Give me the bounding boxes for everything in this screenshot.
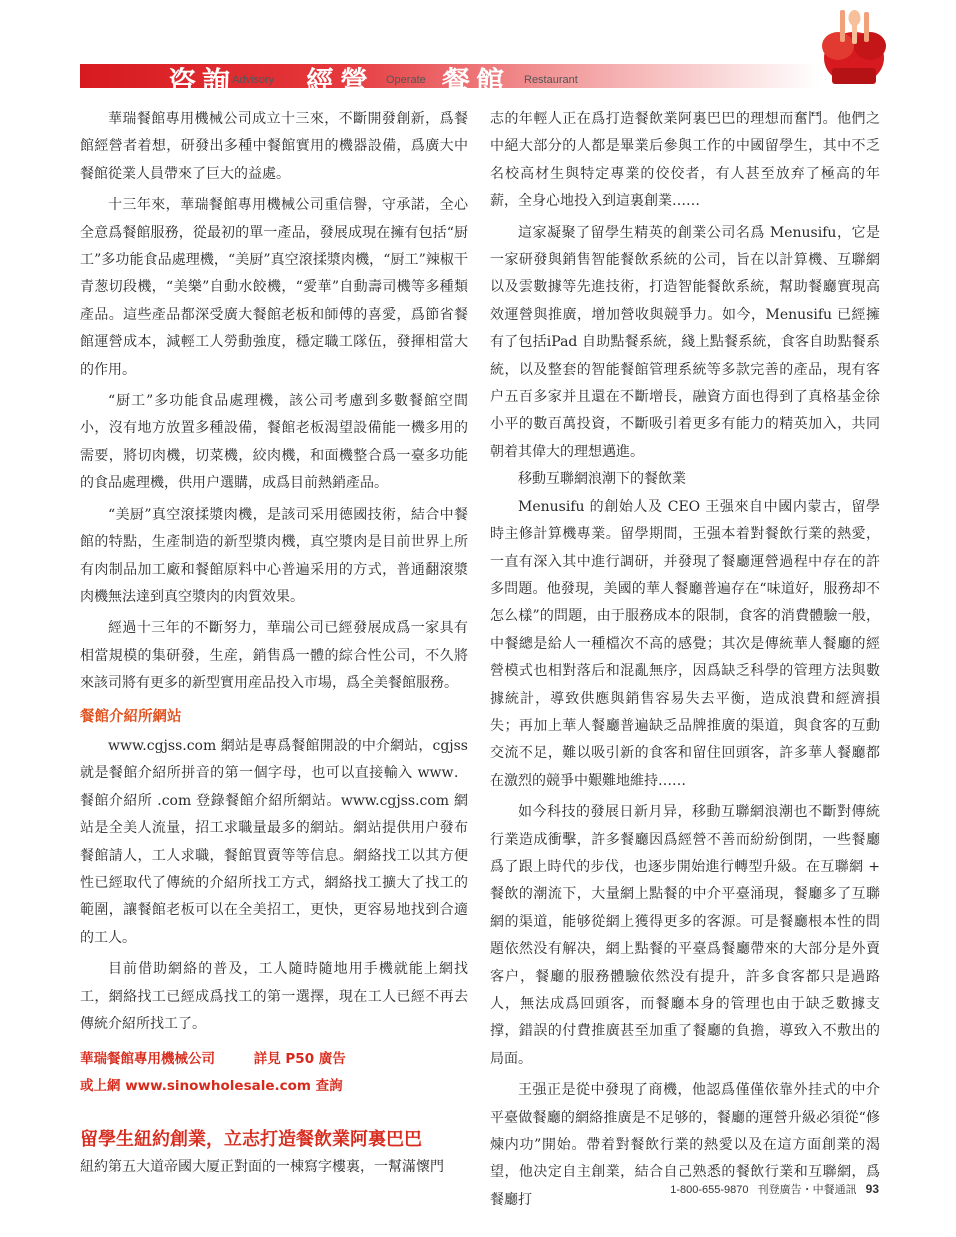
paragraph: 十三年來，華瑞餐館專用機械公司重信譽，守承諾，全心全意爲餐館服務，從最初的單一產品，發展成現在擁有包括“厨工”多功能食品處理機，“美厨”真空滾揉漿肉機，“厨工”辣椒干青葱切段機，“美樂”自動水餃機，“愛華”自動壽司機等多種類產品。這些產品都深受廣大餐館老板和師傅的喜愛，爲節省餐館運營成本，減輕工人勞動強度，穩定職工隊伍，發揮相當大的作用。 (80, 197, 468, 378)
paragraph: “美厨”真空滾揉漿肉機，是該司采用德國技術，結合中餐館的特點，生產制造的新型漿肉機，真空漿肉是目前世界上所有肉制品加工廠和餐館原料中心普遍采用的方式，普通翻滾漿肉機無法達到真空漿肉的肉質效果。 (80, 506, 468, 605)
ad-page-reference: 詳見 P50 廣告 (253, 1051, 346, 1068)
header-zh-advisory: 咨詢 (168, 65, 237, 98)
advertiser-name: 華瑞餐館專用機械公司 (80, 1051, 215, 1068)
section-subheading: 餐館介紹所網站 (80, 708, 182, 725)
page-footer (670, 1181, 879, 1197)
section-subheading: 移動互聯網浪潮下的餐飲業 (518, 471, 686, 488)
paragraph: 這家凝聚了留學生精英的創業公司名爲 Menusifu，它是一家研發與銷售智能餐飲系統的公司，旨在以計算機、互聯網以及雲數據等先進技術，打造智能餐飲系統，幫助餐廳實現高效運營與推廣，增加營收與競爭力。如今，Menusifu 已經擁有了包括iPad 自助點餐系統，綫上點餐系統，食客自助點餐系統，以及整套的智能餐館管理系統等多款完善的產品，現有客户五百多家并且還在不斷增長，融資方面也得到了真格基金徐小平的數百萬投資，不斷吸引着更多有能力的精英加入，共同朝着其偉大的理想邁進。 (490, 224, 880, 460)
paragraph: 經過十三年的不斷努力，華瑞公司已經發展成爲一家具有相當規模的集研發，生産，銷售爲一體的綜合性公司，不久將來該司將有更多的新型實用産品投入市場，爲全美餐館服務。 (80, 620, 468, 692)
advertiser-note (80, 1046, 468, 1100)
paragraph: 華瑞餐館專用機械公司成立十三來，不斷開發創新，爲餐館經營者着想，研發出多種中餐館實用的機器設備，爲廣大中餐館從業人員帶來了巨大的益處。 (80, 111, 468, 182)
left-column (80, 106, 468, 1182)
header-zh-operate: 經營 (306, 65, 375, 98)
paragraph: 紐約第五大道帝國大厦正對面的一棟寫字樓裏，一幫滿懷門 (80, 1159, 444, 1176)
footer-label: 刊登廣告・中餐通訊 (757, 1184, 857, 1196)
header-zh-restaurant: 餐館 (442, 65, 511, 98)
paragraph: 王强正是從中發現了商機，他認爲僅僅依靠外挂式的中介平臺做餐廳的網絡推廣是不足够的，餐廳的運營升級必須從“修煉内功”開始。帶着對餐飲行業的熱愛以及在這方面創業的渴望，他决定自主創業，結合自己熟悉的餐飲行業和互聯網，爲餐廳打 (490, 1082, 880, 1208)
paragraph: www.cgjss.com 網站是專爲餐館開設的中介網站，cgjss就是餐館介紹所拼音的第一個字母，也可以直接輸入 www．餐館介紹所 .com 登錄餐館介紹所網站。www.cgjss.com 網站是全美人流量，招工求職量最多的網站。網站提供用户發布餐館請人，工人求職，餐館買賣等等信息。網絡找工以其方便性已經取代了傳統的介紹所找工方式，網絡找工擴大了找工的範圍，讓餐館老板可以在全美招工，更快，更容易地找到合適的工人。 (80, 737, 468, 946)
paragraph: “厨工”多功能食品處理機，該公司考慮到多數餐館空間小，沒有地方放置多種設備，餐館老板渴望設備能一機多用的需要，將切肉機，切菜機，絞肉機，和面機整合爲一臺多功能的食品處理機，供用户選購，成爲目前熱銷產品。 (80, 393, 468, 492)
section-header (80, 62, 892, 98)
paragraph: 如今科技的發展日新月异，移動互聯網浪潮也不斷對傳統行業造成衝擊，許多餐廳因爲經營不善而紛紛倒閉，一些餐廳爲了跟上時代的步伐，也逐步開始進行轉型升級。在互聯網 + 餐飲的潮流下，大量網上點餐的中介平臺涌現，餐廳多了互聯網的渠道，能够從網上獲得更多的客源。可是餐廳根本性的問題依然没有解决，網上點餐的平臺爲餐廳帶來的大部分是外賣客户，餐廳的服務體驗依然没有提升，許多食客都只是過路人，無法成爲回頭客，而餐廳本身的管理也由于缺乏數據支撑，錯誤的付費推廣甚至加重了餐廳的負擔，導致入不敷出的局面。 (490, 804, 880, 1067)
page-number: 93 (865, 1182, 879, 1196)
footer-phone: 1-800-655-9870 (670, 1184, 749, 1196)
header-en-restaurant: Restaurant (524, 74, 578, 86)
header-en-advisory: Advisory (232, 74, 275, 86)
paragraph: 目前借助網絡的普及，工人隨時隨地用手機就能上網找工，網絡找工已經成爲找工的第一選擇，現在工人已經不再去傳統介紹所找工了。 (80, 961, 468, 1032)
paragraph: 志的年輕人正在爲打造餐飲業阿裏巴巴的理想而奮鬥。他們之中絕大部分的人都是畢業后參與工作的中國留學生，其中不乏名校高材生與特定專業的佼佼者，有人甚至放弃了極高的年薪，全身心地投入到這裏創業…… (490, 111, 880, 210)
header-en-operate: Operate (386, 74, 426, 86)
paragraph: Menusifu 的創始人及 CEO 王强來自中國内蒙古，留學時主修計算機專業。留學期間，王强本着對餐飲行業的熱愛，一直有深入其中進行調研，并發現了餐廳運營過程中存在的許多問題。他發現，美國的華人餐廳普遍存在“味道好，服務却不怎么樣”的問題，由于服務成本的限制，食客的消費體驗一般，中餐總是給人一種檔次不高的感覺；其次是傳統華人餐廳的經營模式也相對落后和混亂無序，因爲缺乏科學的管理方法與數據統計，導致供應與銷售容易失去平衡，造成浪費和經濟損失；再加上華人餐廳普遍缺乏品牌推廣的渠道，與食客的互動交流不足，難以吸引新的食客和留住回頭客，許多華人餐廳都在激烈的競爭中艱難地維持…… (490, 498, 880, 789)
advertiser-website[interactable]: 或上網 www.sinowholesale.com 查詢 (80, 1078, 343, 1095)
chef-hat-utensils-icon (816, 10, 892, 92)
right-column (490, 106, 880, 1214)
article-headline: 留學生紐約創業，立志打造餐飲業阿裏巴巴 (80, 1129, 422, 1151)
